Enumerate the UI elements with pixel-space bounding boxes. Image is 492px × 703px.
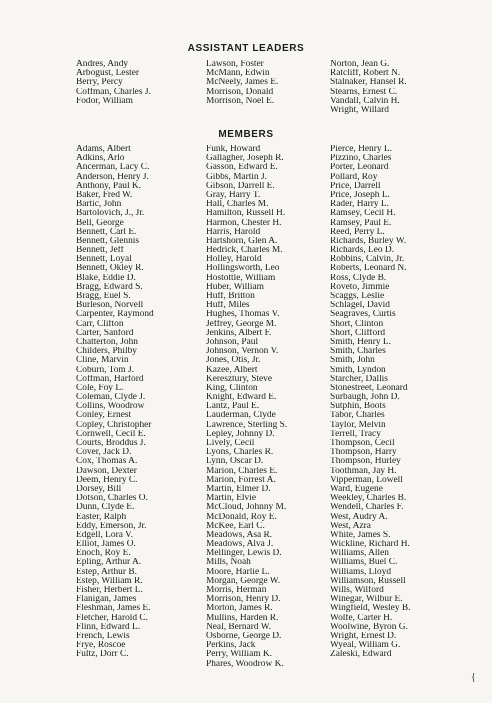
- roster-name: Eddy, Emerson, Jr.: [76, 521, 147, 531]
- roster-name: Bartolovich, J., Jr.: [76, 209, 145, 219]
- roster-name: Bennett, Carl E.: [76, 227, 137, 237]
- roster-name: Schlagel, David: [330, 301, 390, 311]
- roster-name: Epling, Arthur A.: [76, 558, 142, 568]
- roster-name: Robbins, Calvin, Jr.: [330, 255, 405, 265]
- roster-name: Meadows, Alva J.: [206, 540, 274, 550]
- roster-name: Burleson, Norvell: [76, 301, 144, 311]
- roster-name: Richards, Leo D.: [330, 246, 395, 256]
- roster-name: Wright, Ernest D.: [330, 631, 397, 641]
- roster-name: Childers, Philby: [76, 347, 137, 357]
- roster-name: Terrell, Tracy: [330, 429, 381, 439]
- page-mark: {: [471, 672, 476, 683]
- roster-name: Cole, Foy L.: [76, 383, 124, 393]
- members-column-1: [76, 145, 154, 660]
- roster-name: Johnson, Paul: [206, 337, 259, 347]
- roster-name: Estep, William R.: [76, 576, 143, 586]
- roster-name: Vipperman, Lowell: [330, 475, 403, 485]
- roster-name: Lawson, Foster: [206, 60, 264, 69]
- roster-name: Knight, Edward E.: [206, 393, 277, 403]
- roster-name: Smith, Lyndon: [330, 365, 386, 375]
- leaders-column-1: [76, 60, 151, 106]
- roster-name: McCloud, Johnny M.: [206, 503, 287, 513]
- roster-name: Ross, Clyde B.: [330, 273, 387, 283]
- roster-name: Dotson, Charles O.: [76, 494, 148, 504]
- roster-name: Bennett, Glennis: [76, 236, 140, 246]
- roster-name: Price, Darrell: [330, 181, 381, 191]
- roster-name: Norton, Jean G.: [330, 60, 390, 69]
- roster-name: Blake, Eddie D.: [76, 273, 136, 283]
- roster-name: Cover, Jack D.: [76, 448, 132, 458]
- roster-name: Morrison, Noel E.: [206, 96, 275, 106]
- roster-name: Deem, Henry C.: [76, 475, 138, 485]
- roster-name: Bragg, Edward S.: [76, 282, 143, 292]
- roster-name: Chatterton, John: [76, 337, 138, 347]
- roster-name: Lauderman, Clyde: [206, 411, 276, 421]
- roster-name: Fletcher, Harold C.: [76, 613, 149, 623]
- roster-name: Tabor, Charles: [330, 411, 385, 421]
- roster-name: Smith, Henry L.: [330, 337, 391, 347]
- roster-name: Mullins, Harden R.: [206, 613, 279, 623]
- roster-name: Coffman, Harford: [76, 374, 144, 384]
- roster-name: McDonald, Roy E.: [206, 512, 277, 522]
- roster-name: Williamson, Russell: [330, 576, 406, 586]
- roster-name: Morrison, Henry D.: [206, 595, 281, 605]
- roster-name: Hall, Charles M.: [206, 200, 269, 210]
- roster-name: Coleman, Clyde J.: [76, 393, 146, 403]
- roster-name: King, Clinton: [206, 383, 258, 393]
- roster-name: Andres, Andy: [76, 60, 129, 69]
- roster-name: Johnson, Vernon V.: [206, 347, 279, 357]
- roster-name: Marion, Charles E.: [206, 466, 278, 476]
- roster-name: Smith, Charles: [330, 347, 386, 357]
- roster-name: Coburn, Tom J.: [76, 365, 135, 375]
- roster-name: Lively, Cecil: [206, 439, 255, 448]
- roster-name: Wright, Willard: [330, 105, 389, 115]
- roster-name: Arbogust, Lester: [76, 69, 140, 79]
- roster-name: Holley, Harold: [206, 255, 262, 265]
- roster-name: Elliot, James O.: [76, 540, 136, 550]
- roster-name: Martin, Elvie: [206, 494, 256, 504]
- assistant-leaders-heading: ASSISTANT LEADERS: [187, 43, 305, 54]
- roster-name: Thompson, Cecil: [330, 439, 395, 448]
- roster-name: Starcher, Dallis: [330, 374, 388, 384]
- roster-name: Morton, James R.: [206, 604, 273, 614]
- roster-name: Wills, Wilford: [330, 586, 384, 595]
- roster-name: Short, Clinton: [330, 319, 384, 329]
- roster-name: Roberts, Leonard N.: [330, 264, 407, 274]
- roster-name: Vandall, Calvin H.: [330, 96, 400, 106]
- roster-name: Bennett, Okley R.: [76, 264, 144, 274]
- roster-name: Pierce, Henry L.: [330, 145, 392, 154]
- roster-name: French, Lewis: [76, 631, 130, 641]
- roster-name: Rader, Harry L.: [330, 200, 389, 210]
- roster-name: Kazee, Albert: [206, 365, 258, 375]
- roster-name: Neal, Bernard W.: [206, 622, 272, 632]
- roster-name: West, Audry A.: [330, 512, 388, 522]
- roster-name: Williams, Lloyd: [330, 567, 392, 577]
- roster-name: Perry, William K.: [206, 650, 273, 660]
- roster-name: Adams, Albert: [76, 145, 131, 154]
- roster-name: McNeely, James E.: [206, 78, 279, 88]
- roster-name: Hedrick, Charles M.: [206, 246, 283, 256]
- roster-name: Anderson, Henry J.: [76, 172, 149, 182]
- roster-name: Bell, George: [76, 218, 124, 228]
- roster-name: Stalnaker, Hansel R.: [330, 78, 407, 88]
- roster-name: Frye, Roscoe: [76, 641, 126, 651]
- roster-name: Adkins, Arlo: [76, 154, 125, 164]
- roster-name: Morgan, George W.: [206, 576, 281, 586]
- roster-name: Roveto, Jimmie: [330, 282, 390, 292]
- roster-name: Lyons, Charles R.: [206, 448, 274, 458]
- members-heading: MEMBERS: [218, 129, 274, 140]
- roster-name: Moore, Harlie L.: [206, 567, 270, 577]
- roster-name: Estep, Arthur B.: [76, 567, 137, 577]
- roster-name: Harris, Harold: [206, 227, 261, 237]
- roster-name: Dorsey, Bill: [76, 484, 122, 494]
- roster-name: Anthony, Paul K.: [76, 181, 142, 191]
- roster-name: Cornwell, Cecil E.: [76, 429, 146, 439]
- roster-name: Marion, Forrest A.: [206, 475, 276, 485]
- roster-name: Hartshorn, Glen A.: [206, 236, 278, 246]
- roster-name: Carpenter, Raymond: [76, 310, 154, 320]
- roster-name: Toothman, Jay H.: [330, 466, 397, 476]
- roster-name: Gibbs, Martin J.: [206, 172, 267, 182]
- roster-name: Lynn, Oscar D.: [206, 457, 264, 467]
- roster-name: Gibson, Darrell E.: [206, 181, 275, 191]
- members-column-2: [206, 145, 287, 669]
- roster-name: Wolfe, Carter H.: [330, 613, 393, 623]
- roster-name: Huff, Miles: [206, 301, 250, 311]
- roster-name: Ward, Eugene: [330, 484, 383, 494]
- roster-name: Phares, Woodrow K.: [206, 659, 284, 669]
- roster-name: Conley, Ernest: [76, 411, 132, 421]
- roster-name: Jones, Otis, Jr.: [206, 356, 261, 366]
- roster-name: Taylor, Melvin: [330, 420, 386, 430]
- roster-name: Jeffrey, George M.: [206, 319, 277, 329]
- roster-name: Fisher, Herbert L.: [76, 586, 143, 595]
- roster-name: Ratcliff, Robert N.: [330, 69, 401, 79]
- roster-name: Martin, Elmer D.: [206, 484, 271, 494]
- roster-name: Morris, Herman: [206, 586, 267, 595]
- roster-name: Ramsey, Paul E.: [330, 218, 392, 228]
- roster-name: Price, Joseph L.: [330, 190, 390, 200]
- roster-name: Bartic, John: [76, 200, 122, 210]
- leaders-column-2: [206, 60, 278, 106]
- roster-name: Lawrence, Sterling S.: [206, 420, 288, 430]
- roster-name: Thompson, Hurley: [330, 457, 401, 467]
- roster-name: Wyeal, William G.: [330, 641, 401, 651]
- leaders-column-3: [330, 60, 407, 115]
- roster-name: Lantz, Paul E.: [206, 402, 260, 412]
- roster-name: Gasson, Edward E.: [206, 163, 278, 173]
- roster-name: Easter, Ralph: [76, 512, 127, 522]
- roster-name: Cline, Marvin: [76, 356, 129, 366]
- roster-name: Flinn, Edward L.: [76, 622, 141, 632]
- roster-name: Mills, Noah: [206, 558, 251, 568]
- roster-name: Carter, Sanford: [76, 328, 134, 338]
- roster-name: Pollard, Roy: [330, 172, 378, 182]
- roster-name: Collins, Woodrow: [76, 402, 145, 412]
- roster-name: Wickline, Richard H.: [330, 540, 410, 550]
- roster-name: Keresztury, Steve: [206, 374, 273, 384]
- roster-name: White, James S.: [330, 530, 391, 540]
- roster-name: Huff, Britton: [206, 292, 255, 301]
- roster-name: Surbaugh, John D.: [330, 393, 400, 403]
- roster-name: Coffman, Charles J.: [76, 87, 151, 97]
- roster-name: Funk, Howard: [206, 145, 261, 154]
- roster-name: Williams, Allen: [330, 549, 389, 559]
- roster-name: Dunn, Clyde E.: [76, 503, 135, 513]
- roster-name: Bennett, Jeff: [76, 246, 124, 256]
- roster-name: Richards, Burley W.: [330, 236, 407, 246]
- roster-name: Scaggs, Leslie: [330, 292, 385, 301]
- roster-name: Sutphin, Boots: [330, 402, 386, 412]
- roster-name: Mellinger, Lewis D.: [206, 549, 282, 559]
- roster-name: Hamilton, Russell H.: [206, 209, 286, 219]
- roster-name: Stonestreet, Leonard: [330, 383, 408, 393]
- roster-name: Lepley, Johnny D.: [206, 429, 275, 439]
- roster-name: Thompson, Harry: [330, 448, 397, 458]
- roster-name: Huber, William: [206, 282, 264, 292]
- roster-name: Williams, Buel C.: [330, 558, 398, 568]
- roster-name: Wingfield, Wesley B.: [330, 604, 411, 614]
- roster-name: Cox, Thomas A.: [76, 457, 138, 467]
- roster-name: McMann, Edwin: [206, 69, 270, 79]
- roster-name: Berry, Percy: [76, 78, 123, 88]
- roster-name: Osborne, George D.: [206, 631, 282, 641]
- roster-name: Ramsey, Cecil H.: [330, 209, 396, 219]
- roster-name: Smith, John: [330, 356, 375, 366]
- roster-name: West, Azra: [330, 521, 371, 531]
- roster-name: Fultz, Dorr C.: [76, 650, 129, 660]
- roster-name: Dawson, Dexter: [76, 466, 137, 476]
- roster-name: Harmon, Chester H.: [206, 218, 282, 228]
- roster-name: Weekley, Charles B.: [330, 494, 407, 504]
- roster-name: Reed, Perry L.: [330, 227, 385, 237]
- roster-name: Winegar, Wilbur E.: [330, 595, 403, 605]
- roster-name: Carr, Clifton: [76, 319, 124, 329]
- roster-name: Meadows, Asa R.: [206, 530, 273, 540]
- roster-name: Copley, Christopher: [76, 420, 152, 430]
- roster-name: Jenkins, Albert F.: [206, 328, 272, 338]
- roster-name: Baker, Fred W.: [76, 190, 133, 200]
- roster-name: Short, Clifford: [330, 328, 386, 338]
- roster-name: Perkins, Jack: [206, 641, 256, 651]
- roster-name: Courts, Broddus J.: [76, 439, 146, 448]
- roster-name: Edgell, Lora V.: [76, 530, 133, 540]
- roster-name: Flanigan, James: [76, 595, 137, 605]
- roster-name: Gray, Harry T.: [206, 190, 261, 200]
- roster-name: Woolwine, Byron G.: [330, 622, 408, 632]
- roster-name: Zaleski, Edward: [330, 650, 392, 660]
- roster-name: Wendell, Charles F.: [330, 503, 404, 513]
- roster-name: Hostottle, William: [206, 273, 276, 283]
- roster-name: Gallagher, Joseph R.: [206, 154, 284, 164]
- roster-name: McKee, Earl C.: [206, 521, 265, 531]
- roster-name: Ancerman, Lacy C.: [76, 163, 150, 173]
- roster-name: Seagraves, Curtis: [330, 310, 396, 320]
- roster-name: Morrison, Donald: [206, 87, 274, 97]
- roster-name: Pizzino, Charles: [330, 154, 392, 164]
- roster-name: Fleshman, James E.: [76, 604, 151, 614]
- roster-name: Fodor, William: [76, 96, 133, 106]
- roster-name: Hollingsworth, Leo: [206, 264, 280, 274]
- roster-name: Hughes, Thomas V.: [206, 310, 280, 320]
- roster-name: Enoch, Roy E.: [76, 549, 131, 559]
- roster-name: Bragg, Euel S.: [76, 292, 131, 301]
- members-column-3: [330, 145, 410, 660]
- roster-name: Stearns, Ernest C.: [330, 87, 398, 97]
- roster-name: Bennett, Loyal: [76, 255, 132, 265]
- roster-name: Porter, Leonard: [330, 163, 389, 173]
